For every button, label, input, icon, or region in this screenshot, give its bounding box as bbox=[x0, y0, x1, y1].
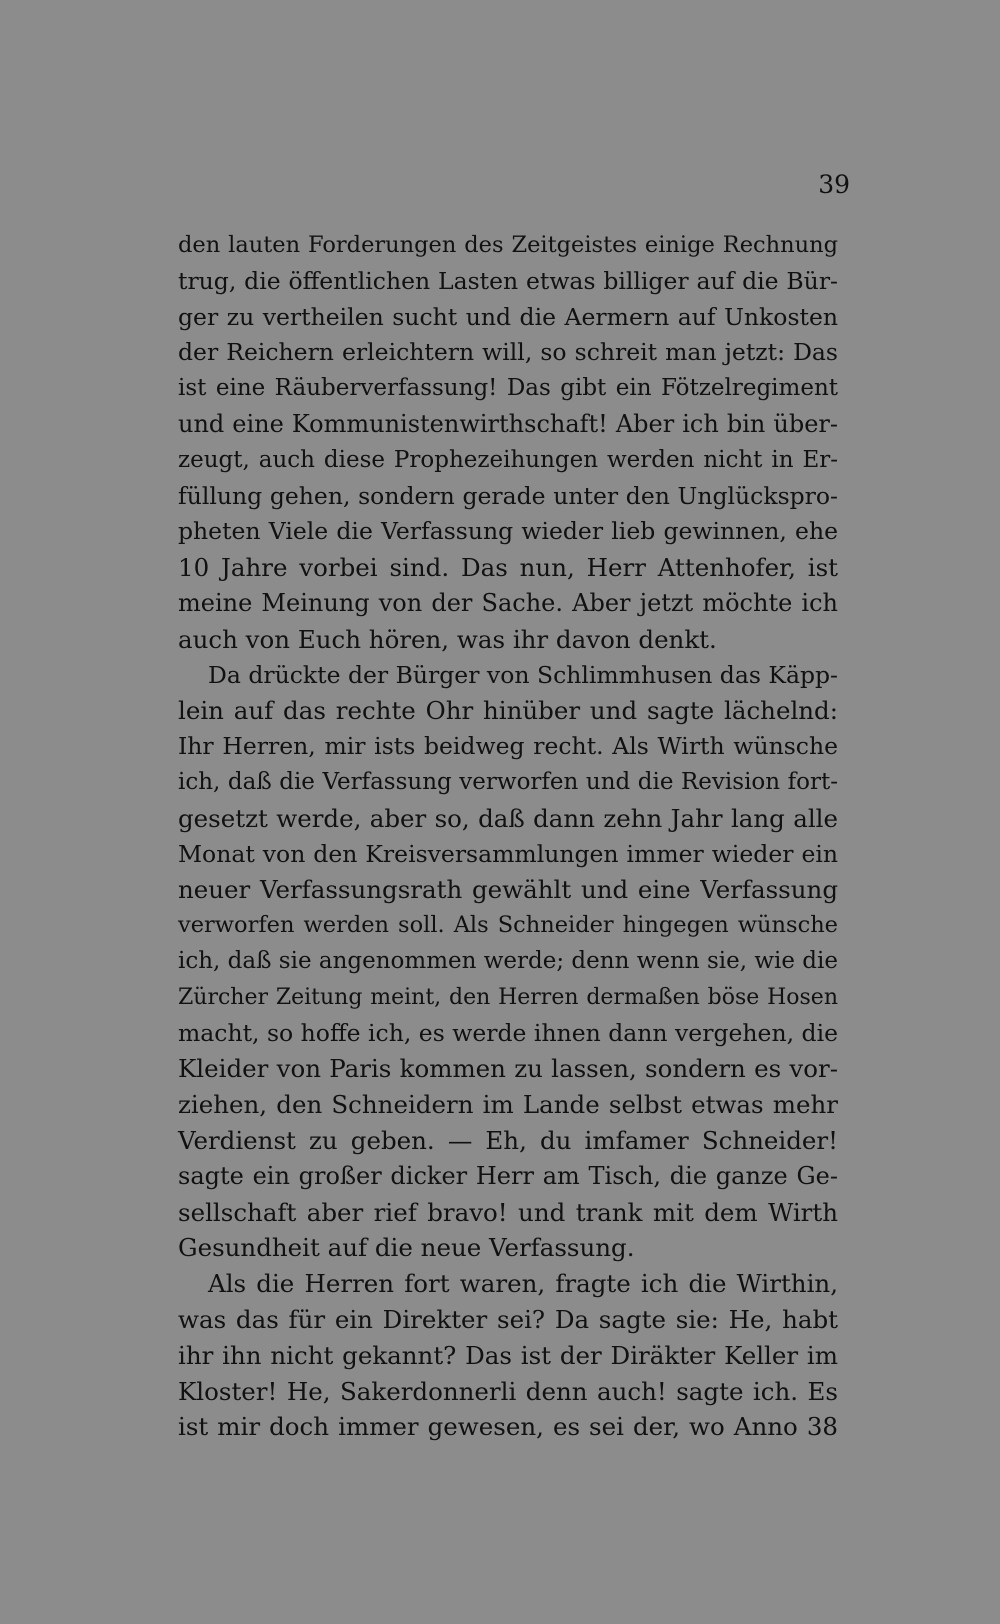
text-line: Da drückte der Bürger von Schlimmhusen das Käpp- bbox=[208, 660, 838, 689]
text-line: und eine Kommunistenwirthschaft! Aber ich bin über- bbox=[178, 409, 838, 438]
text-line: auch von Euch hören, was ihr davon denkt. bbox=[178, 624, 717, 654]
text-line: was das für ein Direkter sei? Da sagte sie: He, habt bbox=[178, 1304, 838, 1334]
text-line: Gesundheit auf die neue Verfassung. bbox=[178, 1233, 635, 1263]
text-line: ihr ihn nicht gekannt? Das ist der Diräkter Keller im bbox=[178, 1340, 838, 1370]
text-line: ist eine Räuberverfassung! Das gibt ein Fötzelregiment bbox=[178, 375, 838, 402]
text-line: füllung gehen, sondern gerade unter den Unglückspro- bbox=[178, 481, 838, 510]
body-text bbox=[178, 228, 838, 1445]
text-line: macht, so hoffe ich, es werde ihnen dann vergehen, die bbox=[178, 1018, 838, 1047]
text-line: Kleider von Paris kommen zu lassen, sondern es vor- bbox=[178, 1054, 838, 1084]
page-number: 39 bbox=[818, 170, 850, 199]
text-line: verworfen werden soll. Als Schneider hingegen wünsche bbox=[178, 912, 838, 939]
text-line: sagte ein großer dicker Herr am Tisch, die ganze Ge- bbox=[178, 1161, 838, 1190]
text-line: Verdienst zu geben. — Eh, du imfamer Schneider! bbox=[178, 1125, 838, 1155]
text-line: zeugt, auch diese Prophezeihungen werden nicht in Er- bbox=[178, 446, 838, 473]
text-line: neuer Verfassungsrath gewählt und eine Verfassung bbox=[178, 875, 838, 905]
text-line: den lauten Forderungen des Zeitgeistes einige Rechnung bbox=[178, 232, 838, 258]
text-line: gesetzt werde, aber so, daß dann zehn Jahr lang alle bbox=[178, 803, 838, 833]
text-line: lein auf das rechte Ohr hinüber und sagte lächelnd: bbox=[178, 696, 838, 726]
text-line: sellschaft aber rief bravo! und trank mit dem Wirth bbox=[178, 1197, 838, 1227]
text-line: pheten Viele die Verfassung wieder lieb gewinnen, ehe bbox=[178, 517, 838, 546]
text-line: ist mir doch immer gewesen, es sei der, wo Anno 38 bbox=[178, 1412, 838, 1442]
text-line: meine Meinung von der Sache. Aber jetzt möchte ich bbox=[178, 588, 838, 617]
text-line: trug, die öffentlichen Lasten etwas billiger auf die Bür- bbox=[178, 266, 838, 295]
text-line: ich, daß sie angenommen werde; denn wenn sie, wie die bbox=[178, 947, 838, 974]
text-line: ger zu vertheilen sucht und die Aermern auf Unkosten bbox=[178, 302, 838, 331]
text-line: Kloster! He, Sakerdonnerli denn auch! sagte ich. Es bbox=[178, 1376, 838, 1406]
text-line: ziehen, den Schneidern im Lande selbst etwas mehr bbox=[178, 1090, 838, 1120]
text-line: ich, daß die Verfassung verworfen und die Revision fort- bbox=[178, 768, 838, 795]
text-line: Monat von den Kreisversammlungen immer wieder ein bbox=[178, 839, 838, 868]
text-line: Ihr Herren, mir ists beidweg recht. Als Wirth wünsche bbox=[178, 732, 838, 761]
text-line: der Reichern erleichtern will, so schreit man jetzt: Das bbox=[178, 338, 838, 367]
text-line: Zürcher Zeitung meint, den Herren dermaßen böse Hosen bbox=[178, 984, 838, 1010]
text-line: Als die Herren fort waren, fragte ich die Wirthin, bbox=[208, 1269, 838, 1299]
text-line: 10 Jahre vorbei sind. Das nun, Herr Attenhofer, ist bbox=[178, 553, 838, 583]
